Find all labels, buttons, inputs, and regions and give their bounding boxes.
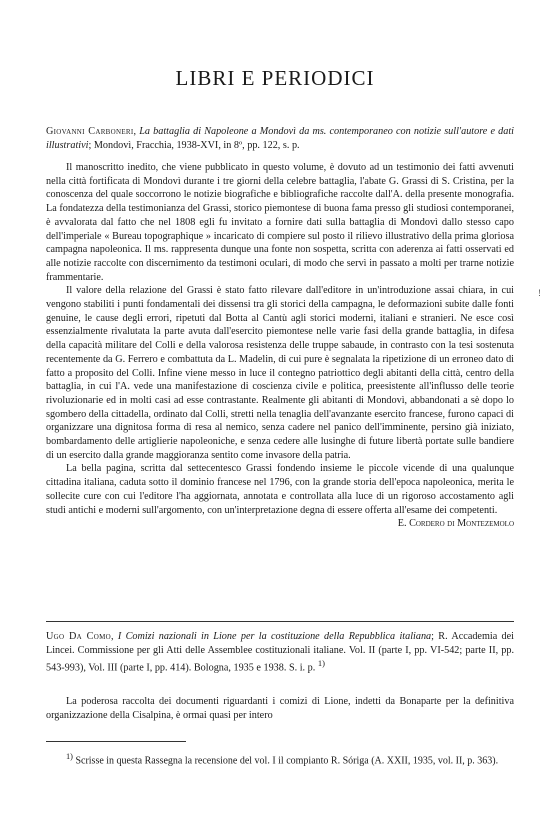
footnote <box>46 750 514 768</box>
entry2-author: Ugo Da Como <box>46 631 111 642</box>
signature-initial: E. <box>397 518 407 530</box>
entry2-publisher-line: ; R. Accademia dei Lincei. Commissione per gli Atti delle Assemblee costituzionali italiane. Vol. II (parte I, pp. VI-542; parte II, pp. 543-993), Vol. III (parte I, pp. 414). Bologna, 1935 e 1938. S. i. p. <box>46 631 515 674</box>
review2-opening: La poderosa raccolta dei documenti riguardanti i comizi di Lione, indetti da Bonaparte per la definitiva organizzazione della Cisalpina, è ormai quasi per intero <box>46 696 514 721</box>
footnote-text: Scrisse in questa Rassegna la recensione del vol. I il compianto R. Sóriga (A. XXII, 1935, vol. II, p. 363). <box>75 755 499 767</box>
footnote-rule <box>46 741 186 742</box>
review2-body <box>46 695 514 722</box>
section-divider <box>46 621 514 622</box>
signature-name: Cordero di Montezemolo <box>409 518 514 530</box>
margin-mark: ! <box>538 288 541 298</box>
entry1-heading: Giovanni Carboneri, La battaglia di Napoleone a Mondovì da ms. contemporaneo con notizie sull'autore e dati illustrativi; Mondovì, Fracchia, 1938-XVI, in 8º, pp. 122, s. p. <box>46 126 515 151</box>
entry1-publication: ; Mondovì, Fracchia, 1938-XVI, in 8º, pp. 122, s. p. <box>88 139 300 151</box>
review1-signature <box>46 517 514 531</box>
review1-body <box>46 161 514 531</box>
entry2-footnote-ref: 1) <box>317 658 325 669</box>
review1-paragraph-3: La bella pagina, scritta dal settecentesco Grassi fondendo insieme le piccole vicende di una qualunque cittadina italiana, caduta sotto il dominio francese nel 1796, con la grande storia dell'epoca napoleonica, merita le sollecite cure con cui l'editore l'ha aggiornata, annotata e controllata alla luce di un rigoroso accostamento agli studi antichi e moderni sull'argomento, con un'interpretazione degna di essere offerta all'esame dei competenti. <box>46 463 514 516</box>
entry1-author: Giovanni Carboneri <box>46 126 134 137</box>
entry1-title: La battaglia di Napoleone a Mondovì da ms. contemporaneo con notizie sull'autore e dati illustrativi <box>46 126 515 151</box>
footnote-marker: 1) <box>66 752 73 761</box>
entry2-heading: Ugo Da Como, I Comizi nazionali in Lione per la costituzione della Repubblica italiana; R. Accademia dei Lincei. Commissione per gli Atti delle Assemblee costituzionali italiane. Vol. II (parte I, pp. VI-542; parte II, pp. 543-993), Vol. III (parte I, pp. 414). Bologna, 1935 e 1938. S. i. p. $^{1)}$ <box>46 631 515 674</box>
page-title: LIBRI E PERIODICI <box>175 66 375 90</box>
review1-paragraph-1: Il manoscritto inedito, che viene pubblicato in questo volume, è dovuto ad un testimonio dei fatti avvenuti nella città fortificata di Mondovì durante i tre giorni della celebre battaglia, l'abate G. Grassi di S. Cristina, per la conoscenza del quale soccorrono le notizie biografiche e bibliografiche raccolte dall'A. della presente monografia. La fondatezza della testimonianza del Grassi, storico piemontese di buona fama presso gli studiosi contemporanei, è avvalorata dal fatto che nel 1808 egli fu invitato a fornire dati sulla battaglia di Mondovì dallo stesso capo dell'imperiale « Bureau topographique » incaricato di compiere sul posto il rilievo illustrativo della prima gloriosa campagna napoleonica. Il ms. rappresenta dunque una fonte non sospetta, scritta con aderenza ai fatti osservati ed alle notizie raccolte con discernimento da testimoni oculari, di modo che servì in passato a molti per trarne notizie frammentarie. <box>46 162 514 283</box>
entry2-title: I Comizi nazionali in Lione per la costituzione della Repubblica italiana <box>117 631 432 642</box>
review1-paragraph-2: Il valore della relazione del Grassi è stato fatto rilevare dall'editore in un'introduzione assai chiara, in cui vengono stabiliti i punti fondamentali dei dissensi tra gli storici della campagna, le deformazioni subite dalle fonti genuine, le cause degli errori, ripetuti dal Botta al Cantù agli storici moderni, italiani e stranieri. Ne esce così essenzialmente rivalutata la parte avuta dall'esercito piemontese nelle varie fasi della grande battaglia, in difesa della capacità militare del Colli e della valorosa resistenza delle truppe sabaude, in contrasto con la tesi sostenuta recentemente da G. Ferrero e combattuta da L. Madelin, di cui pure è segnalata la ripetizione di un erroneo dato di fatto a proposito del Colli. Infine viene messo in luce il contegno patriottico degli abitanti della città, centro della battaglia, in cui l'A. vede una manifestazione di coscienza civile e politica, preesistente all'influsso delle teorie rivoluzionarie ed in molti casi ad esse contrastante. Realmente gli abitanti di Mondovì, abbandonati a sè dopo lo sgombero della cittadella, ordinato dal Colli, stretti nella tenaglia dell'avanzante esercito francese, furono capaci di organizzare una dignitosa forma di resa al nemico, senza cadere nel panico dell'imminente, persino già iniziato, bombardamento delle artiglierie napoleoniche, e senza cedere alle lusinghe di future libertà portate sulle bandiere di un esercito dalla grande maggioranza sentito come invasore della patria. <box>46 285 514 461</box>
